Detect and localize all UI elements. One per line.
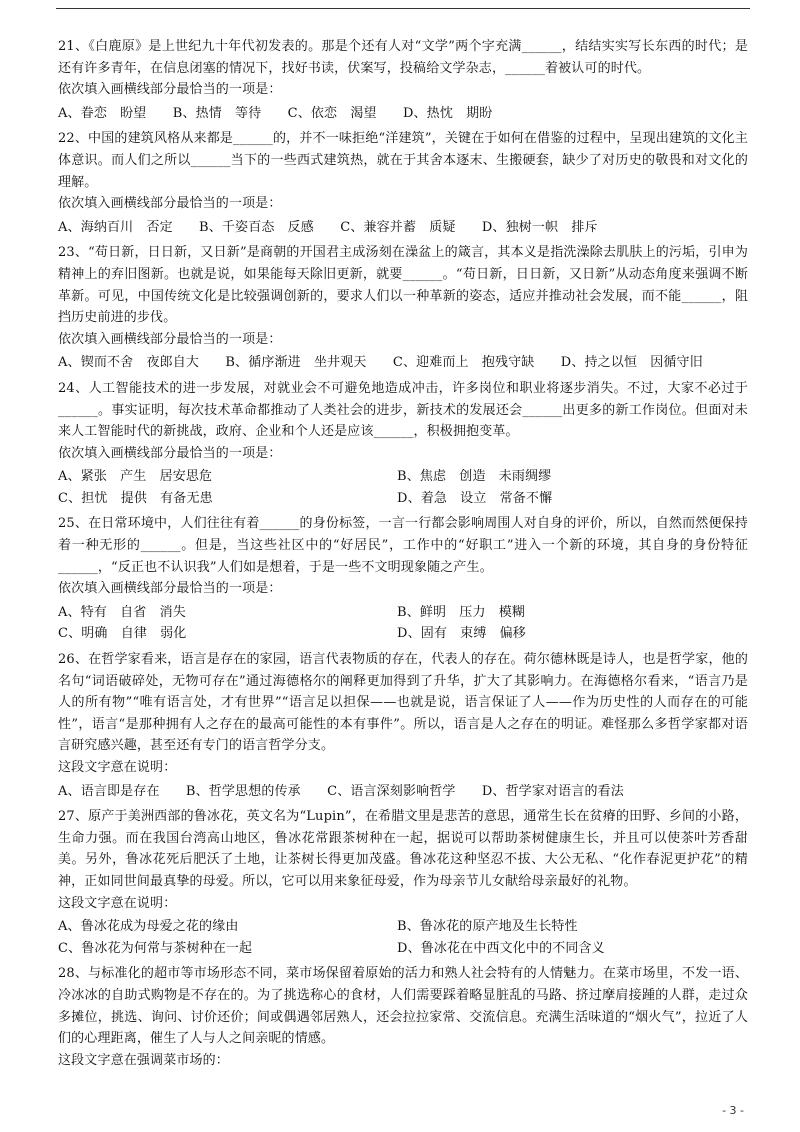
option-d[interactable]: D、热忱 期盼 xyxy=(402,105,493,121)
question-23 xyxy=(58,242,748,374)
option-c[interactable]: C、迎难而上 抱残守缺 xyxy=(392,355,535,371)
question-stem: 22、中国的建筑风格从来都是______的，并不一味拒绝“洋建筑”，关键在于如何在借鉴的过程中，呈现出建筑的文化主体意识。而人们之所以______当下的一些西式建筑热，就在于其舍本逐末、生搬硬套，缺少了对历史的敬畏和对文化的理解。 xyxy=(58,131,748,190)
option-a[interactable]: A、特有 自省 消失 xyxy=(58,604,186,620)
page-number: - 3 - xyxy=(722,1104,744,1117)
option-c[interactable]: C、依恋 渴望 xyxy=(287,105,377,121)
options-row xyxy=(58,352,748,374)
option-a[interactable]: A、语言即是存在 xyxy=(58,783,160,799)
option-a[interactable]: A、海纳百川 否定 xyxy=(58,219,173,235)
options-row xyxy=(58,217,748,239)
options-grid xyxy=(58,602,748,645)
question-26 xyxy=(58,649,748,802)
option-a[interactable]: A、鲁冰花成为母爱之花的缘由 xyxy=(58,919,239,935)
option-b[interactable]: B、鲜明 压力 模糊 xyxy=(397,604,526,620)
question-prompt: 这段文字意在说明： xyxy=(58,895,177,911)
option-a[interactable]: A、锲而不舍 夜郎自大 xyxy=(58,355,200,371)
question-stem: 26、在哲学家看来，语言是存在的家园，语言代表物质的存在，代表人的存在。荷尔德林既是诗人，也是哲学家，他的名句“词语破碎处，无物可存在”通过海德格尔的阐释更加得到了升华，扩大了其影响力。在海德格尔看来，“语言乃是人的所有物”“唯有语言处，才有世界”“语言足以担保——也就是说，语言保证了人——作为历史性的人而存在的可能性”，语言“是那种拥有人之存在的最高可能性的本有事件”。所以，语言是人之存在的明证。难怪那么多哲学家都对语言研究感兴趣，甚至还有专门的语言哲学分支。 xyxy=(58,652,748,754)
question-stem: 24、人工智能技术的进一步发展，对就业会不可避免地造成冲击，许多岗位和职业将逐步消失。不过，大家不必过于______。事实证明，每次技术革命都推动了人类社会的进步，新技术的发展还会______出更多的新工作岗位。但面对未来人工智能时代的新挑战，政府、企业和个人还是应该______，积极拥抱变革。 xyxy=(58,380,748,440)
option-b[interactable]: B、焦虑 创造 未雨绸缪 xyxy=(397,469,552,485)
question-prompt: 依次填入画横线部分最恰当的一项是： xyxy=(58,445,282,461)
question-prompt: 依次填入画横线部分最恰当的一项是： xyxy=(58,581,282,597)
question-stem: 23、“苟日新，日日新，又日新”是商朝的开国君主成汤刻在澡盆上的箴言，其本义是指洗澡除去肌肤上的污垢，引申为精神上的弃旧图新。也就是说，如果能每天除旧更新，就要______。“苟日新，日日新，又日新”从动态角度来强调不断革新。可见，中国传统文化是比较强调创新的，要求人们以一种革新的姿态，适应并推动社会发展，而不能______，阻挡历史前进的步伐。 xyxy=(58,245,748,326)
question-24 xyxy=(58,378,748,510)
question-22 xyxy=(58,128,748,238)
option-a[interactable]: A、紧张 产生 居安思危 xyxy=(58,469,213,485)
question-27 xyxy=(58,806,748,959)
option-d[interactable]: D、哲学家对语言的看法 xyxy=(481,783,624,799)
options-row xyxy=(58,781,748,803)
option-c[interactable]: C、兼容并蓄 质疑 xyxy=(340,219,456,235)
question-stem: 28、与标准化的超市等市场形态不同，菜市场保留着原始的活力和熟人社会特有的人情魅力。在菜市场里，不发一语、冷冰冰的自助式购物是不存在的。为了挑选称心的食材，人们需要踩着略显脏乱的马路、挤过摩肩接踵的人群，走过众多摊位，挑选、询问、讨价还价；间或偶遇邻居熟人，还会拉拉家常、交流信息。充满生活味道的“烟火气”，拉近了人们的心理距离，催生了人与人之间亲昵的情感。 xyxy=(58,966,748,1047)
option-d[interactable]: D、独树一帜 排斥 xyxy=(481,219,598,235)
question-28 xyxy=(58,963,748,1071)
question-21 xyxy=(58,36,748,124)
question-prompt: 这段文字意在说明： xyxy=(58,760,177,775)
question-list xyxy=(58,36,748,1075)
option-b[interactable]: B、鲁冰花的原产地及生长特性 xyxy=(397,919,578,935)
option-c[interactable]: C、语言深刻影响哲学 xyxy=(327,783,456,799)
option-b[interactable]: B、循序渐进 坐井观天 xyxy=(225,355,367,371)
option-d[interactable]: D、着急 设立 常备不懈 xyxy=(397,490,553,506)
option-d[interactable]: D、持之以恒 因循守旧 xyxy=(560,355,703,371)
option-c[interactable]: C、担忧 提供 有备无患 xyxy=(58,490,213,506)
options-grid xyxy=(58,466,748,509)
option-b[interactable]: B、热情 等待 xyxy=(172,105,262,121)
question-prompt: 这段文字意在强调菜市场的： xyxy=(58,1052,229,1068)
option-c[interactable]: C、明确 自律 弱化 xyxy=(58,626,187,642)
option-d[interactable]: D、鲁冰花在中西文化中的不同含义 xyxy=(397,940,605,956)
question-stem: 25、在日常环境中，人们往往有着______的身份标签，一言一行都会影响周围人对自身的评价，所以，自然而然便保持着一种无形的______。但是，当这些社区中的“好居民”，工作中的“好职工”进入一个新的环境，其自身的身份特征______，“反正也不认识我”人们如是想着，于是一些不文明现象随之产生。 xyxy=(58,516,748,575)
page-top-rule xyxy=(56,8,750,9)
option-b[interactable]: B、千姿百态 反感 xyxy=(199,219,314,235)
question-prompt: 依次填入画横线部分最恰当的一项是： xyxy=(58,331,282,347)
options-grid xyxy=(58,916,748,959)
question-stem: 21、《白鹿原》是上世纪九十年代初发表的。那是个还有人对“文学”两个字充满______，结结实实写长东西的时代；是还有许多青年，在信息闭塞的情况下，找好书读，伏案写，投稿给文学杂志，______着被认可的时代。 xyxy=(58,39,748,76)
option-b[interactable]: B、哲学思想的传承 xyxy=(185,783,301,799)
option-d[interactable]: D、固有 束缚 偏移 xyxy=(397,626,526,642)
option-a[interactable]: A、眷恋 盼望 xyxy=(58,105,147,121)
question-prompt: 依次填入画横线部分最恰当的一项是： xyxy=(58,196,282,212)
question-stem: 27、原产于美洲西部的鲁冰花，英文名为“Lupin”，在希腊文里是悲苦的意思，通常生长在贫瘠的田野、乡间的小路，生命力强。而在我国台湾高山地区，鲁冰花常跟茶树种在一起，据说可以帮助茶树健康生长，并且可以使茶叶芳香甜美。另外，鲁冰花死后肥沃了土地，让茶树长得更加茂盛。鲁冰花这种坚忍不拔、大公无私、“化作春泥更护花”的精神，正如同世间最真挚的母爱。所以，它可以用来象征母爱，作为母亲节儿女献给母亲最好的礼物。 xyxy=(58,809,748,889)
options-row xyxy=(58,103,748,125)
question-25 xyxy=(58,513,748,645)
option-c[interactable]: C、鲁冰花为何常与茶树种在一起 xyxy=(58,940,253,956)
question-prompt: 依次填入画横线部分最恰当的一项是： xyxy=(58,82,282,98)
